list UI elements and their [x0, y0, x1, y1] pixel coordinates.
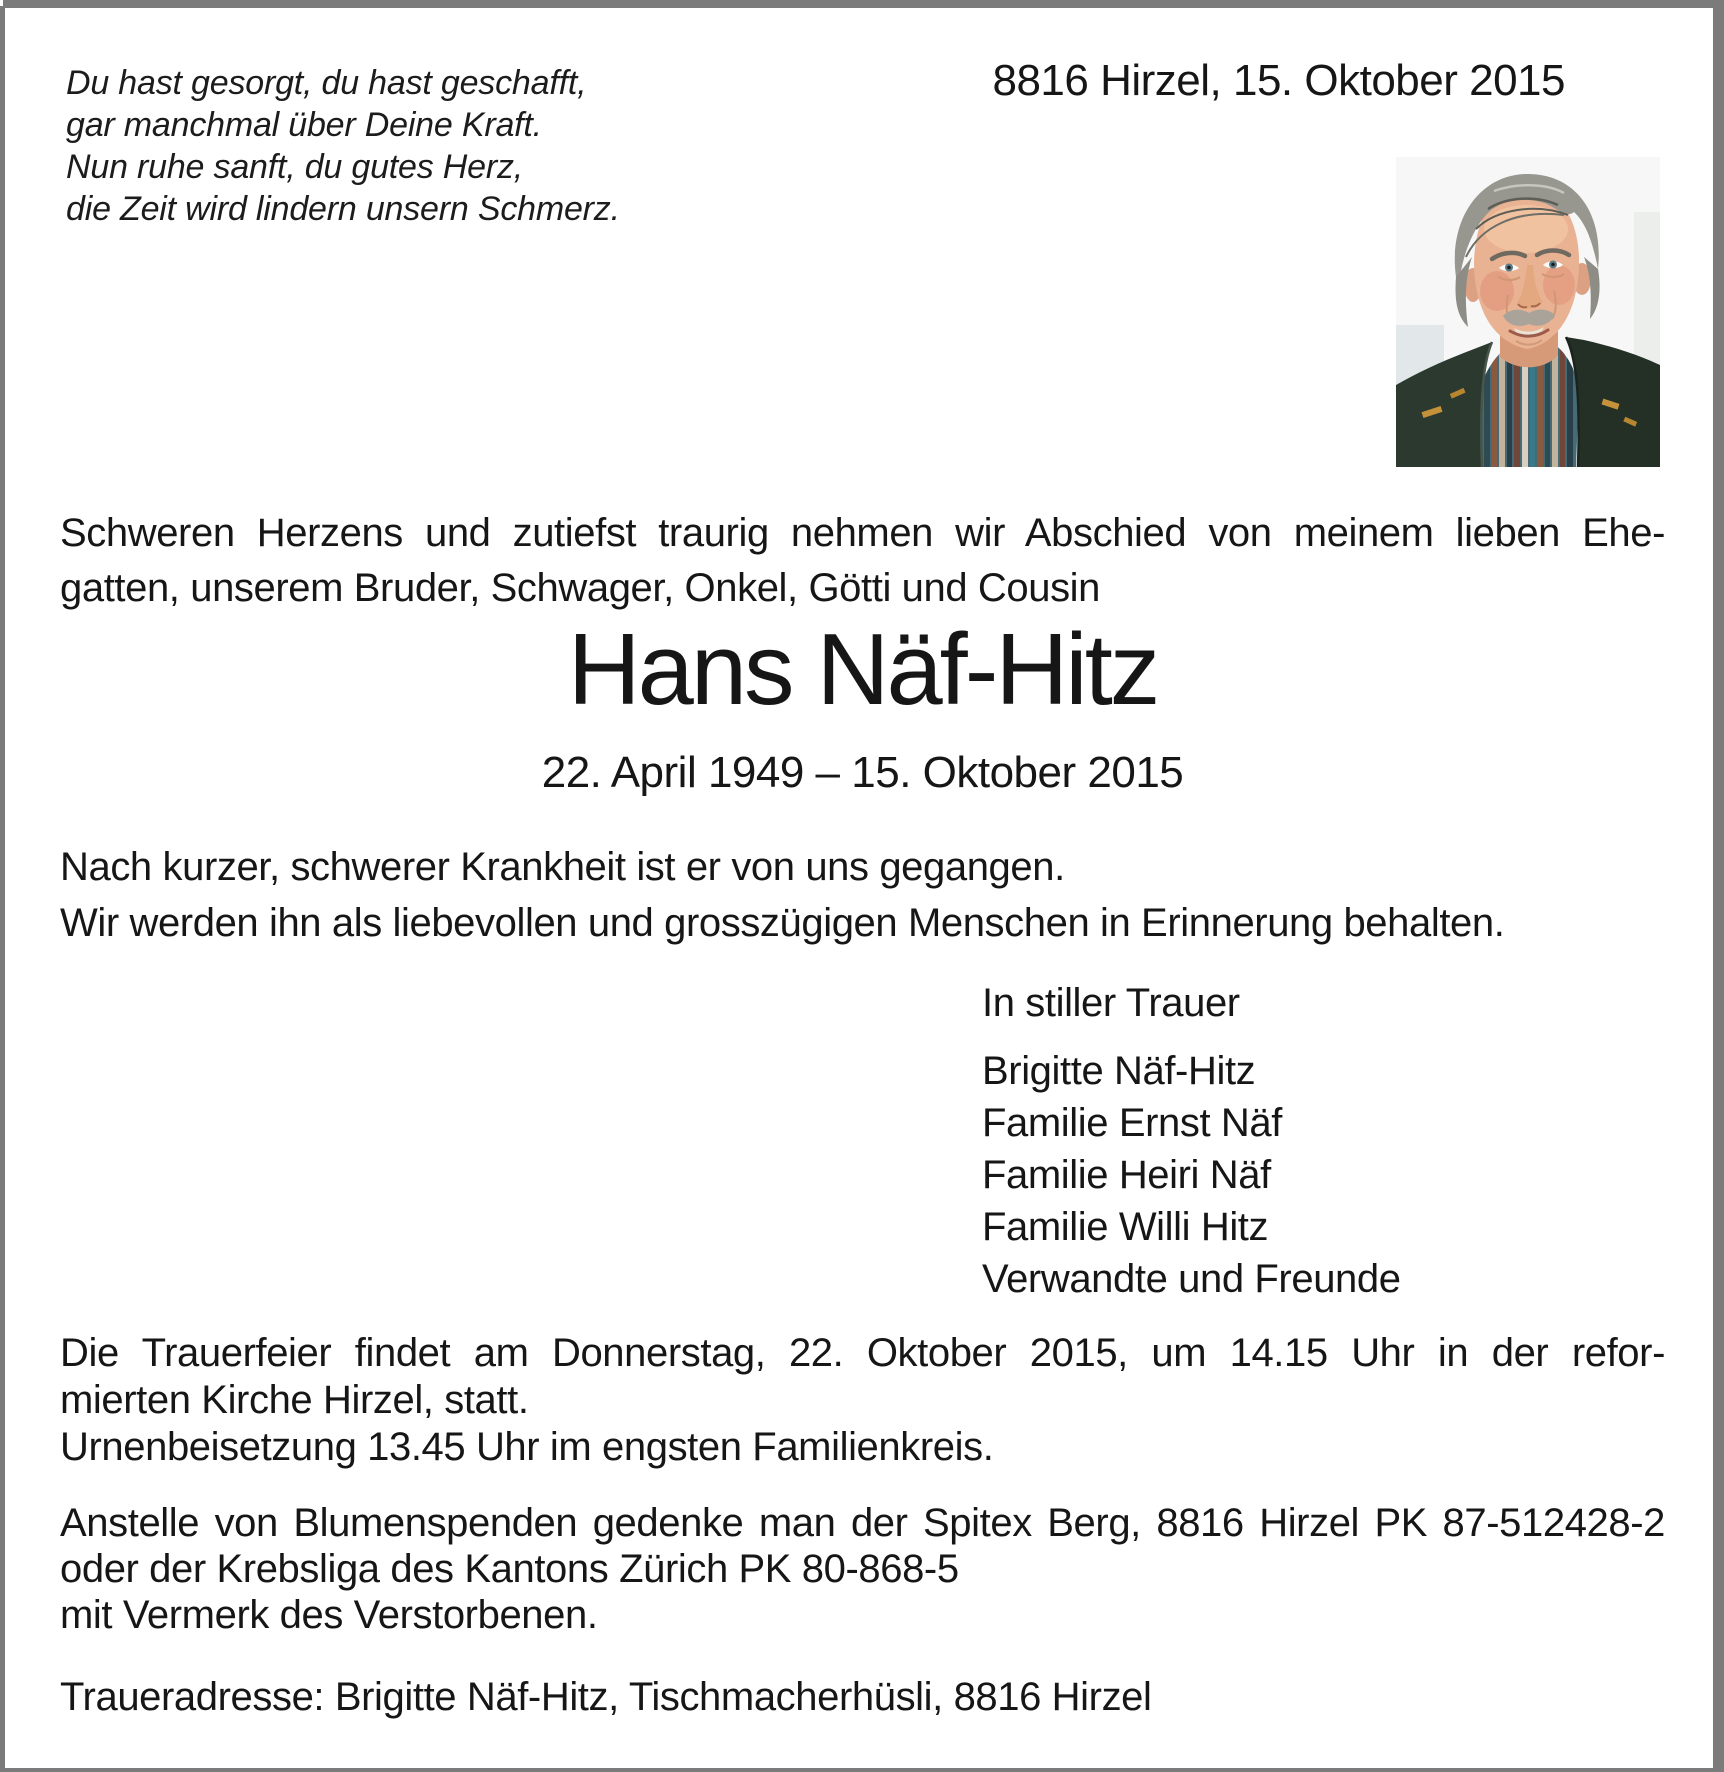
mourning-address: Traueradresse: Brigitte Näf-Hitz, Tischmacherhüsli, 8816 Hirzel	[60, 1675, 1152, 1719]
intro-paragraph	[60, 506, 1665, 616]
mourner-name: Familie Heiri Näf	[982, 1153, 1271, 1197]
verse-line: Du hast gesorgt, du hast geschafft,	[66, 64, 587, 102]
donation-line: oder der Krebsliga des Kantons Zürich PK 80-868-5	[60, 1547, 959, 1591]
intro-line: gatten, unserem Bruder, Schwager, Onkel, Götti und Cousin	[60, 566, 1101, 610]
death-note: Nach kurzer, schwerer Krankheit ist er von uns gegangen.	[60, 845, 1065, 889]
funeral-line: mierten Kirche Hirzel, statt.	[60, 1378, 529, 1422]
funeral-line: Die Trauerfeier findet am Donnerstag, 22. Oktober 2015, um 14.15 Uhr in der refor-	[60, 1331, 1665, 1375]
memorial-verse	[66, 62, 620, 230]
scan-border-left	[0, 6, 5, 1772]
place-dateline: 8816 Hirzel, 15. Oktober 2015	[992, 56, 1565, 105]
verse-line: die Zeit wird lindern unsern Schmerz.	[66, 190, 620, 228]
deceased-name: Hans Näf-Hitz	[567, 614, 1158, 726]
intro-line: Schweren Herzens und zutiefst traurig nehmen wir Abschied von meinem lieben Ehe-	[60, 511, 1665, 555]
funeral-line: Urnenbeisetzung 13.45 Uhr im engsten Familienkreis.	[60, 1425, 994, 1469]
mourners-list	[982, 1045, 1401, 1305]
remembrance-note: Wir werden ihn als liebevollen und grosszügigen Menschen in Erinnerung behalten.	[60, 901, 1505, 945]
verse-line: gar manchmal über Deine Kraft.	[66, 106, 542, 144]
donation-line: Anstelle von Blumenspenden gedenke man der Spitex Berg, 8816 Hirzel PK 87-512428-2	[60, 1501, 1665, 1545]
funeral-info	[60, 1330, 1665, 1471]
donation-line: mit Vermerk des Verstorbenen.	[60, 1593, 598, 1637]
scan-border-right	[1713, 0, 1724, 1772]
deceased-portrait-photo	[1396, 157, 1660, 467]
life-dates: 22. April 1949 – 15. Oktober 2015	[541, 748, 1184, 797]
mourner-name: Verwandte und Freunde	[982, 1257, 1401, 1301]
scan-border-top	[3, 0, 1724, 8]
verse-line: Nun ruhe sanft, du gutes Herz,	[66, 148, 524, 186]
mourner-name: Familie Willi Hitz	[982, 1205, 1269, 1249]
mourner-name: Familie Ernst Näf	[982, 1101, 1282, 1145]
scan-border-bottom	[0, 1768, 1724, 1772]
mourning-heading: In stiller Trauer	[982, 981, 1240, 1025]
donation-info	[60, 1500, 1665, 1638]
mourner-name: Brigitte Näf-Hitz	[982, 1049, 1256, 1093]
